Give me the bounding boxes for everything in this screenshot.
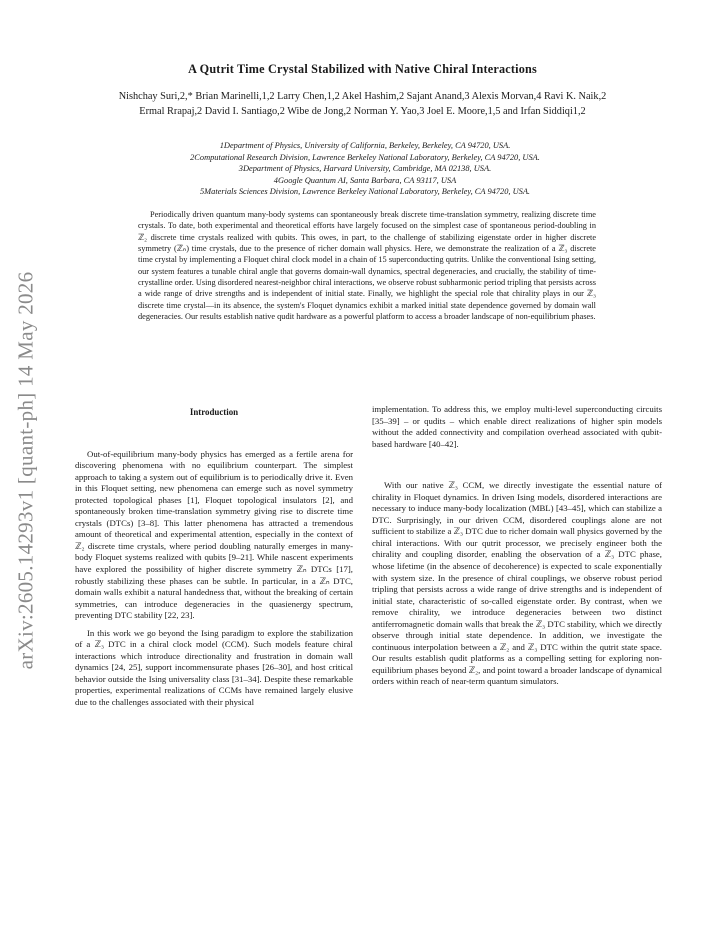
intro-paragraph-2: In this work we go beyond the Ising paradigm to explore the stabilization of a ℤ₃ DTC in a chiral clock model (CCM). Such models feature chiral interactions which introduce directionality and frustration in domain wall dynamics [24, 25], support incommensurate phases [26–30], and host critical behavior outside the Ising universality class [31–34]. Despite these remarkable properties, experimental realizations of CCMs have remained largely elusive due to the challenges associated with their physical xyxy=(75,627,353,708)
abstract xyxy=(138,209,596,322)
paper-title: A Qutrit Time Crystal Stabilized with Native Chiral Interactions xyxy=(188,62,537,76)
section-heading-introduction: Introduction xyxy=(189,407,239,417)
arxiv-identifier-stamp xyxy=(6,270,46,670)
right-column xyxy=(372,404,662,688)
affiliation-3: 3Department of Physics, Harvard University, Cambridge, MA 02138, USA. xyxy=(238,164,492,174)
author-list xyxy=(110,90,615,119)
left-column xyxy=(75,405,353,709)
affiliation-5: 5Materials Sciences Division, Lawrence Berkeley National Laboratory, Berkeley, CA 94720, USA. xyxy=(199,187,531,197)
intro-paragraph-1: Out-of-equilibrium many-body physics has emerged as a fertile arena for discovering phenomena with no equilibrium counterpart. The simplest approach to taking a system out of equilibrium is to periodically drive it. Even in this Floquet setting, new phenomena can emerge such as novel symmetry protected topological phases [1], Floquet topological insulators [2], and spontaneously broken time-translation symmetry giving rise to discrete time crystals (DTCs) [3–8]. This latter phenomena has attracted a tremendous amount of theoretical and experimental attention, especially in the context of ℤ₂ discrete time crystals, where period doubling naturally emerges in many-body Floquet systems realized with qubits [9–21]. While nascent experiments have explored the possibility of higher discrete symmetry ℤₙ DTCs [17], robustly stabilizing these phases can be subtle. In particular, in a ℤₙ DTC, domain walls exhibit a natural handedness that, without the breaking of certain symmetries, can introduce degeneracies in the quasienergy spectrum, preventing DTC stability [22, 23]. xyxy=(75,448,353,621)
intro-paragraph-3: implementation. To address this, we employ multi-level superconducting circuits [35–39] – or qudits – which enable direct realizations of higher spin models without the added connectivity and compilation overhead associated with qubit-based hardware [40–42]. xyxy=(372,404,662,449)
affiliation-4: 4Google Quantum AI, Santa Barbara, CA 93117, USA xyxy=(273,175,457,185)
affiliation-list xyxy=(70,140,660,198)
arxiv-stamp-text: arXiv:2605.14293v1 [quant-ph] 14 May 2026 xyxy=(13,271,38,669)
intro-paragraph-4: With our native ℤ₃ CCM, we directly investigate the essential nature of chirality in Floquet dynamics. In driven Ising models, disordered interactions are necessary to induce many-body localization (MBL) [43–45], which can stabilize a DTC. Surprisingly, in our driven CCM, disordered couplings alone are not sufficient to stabilize a ℤ₃ DTC due to richer domain wall physics governed by the chiral interactions. With our qutrit processor, we precisely engineer both the chirality and coupling disorder, enabling the observation of a ℤ₃ DTC phase, whose lifetime (in the absence of decoherence) is expected to scale exponentially with system size. In the presence of chiral couplings, we observe robust period tripling that persists across a wide range of drive strengths and is independent of initial state, characteristic of so-called eigenstate order. By contrast, when we remove chirality, we introduce degeneracies between two distinct antiferromagnetic domain walls that break the ℤ₃ DTC stability, which we directly observe through initial state dependence. In addition, we investigate the continuous interpolation between a ℤ₂ and ℤ₃ DTC within the qutrit state space. Our results establish qudit platforms as a compelling setting for exploring non-equilibrium phases beyond ℤ₂, and point toward a broader landscape of dynamical orders within reach of near-term quantum simulators. xyxy=(372,480,662,687)
affiliation-2: 2Computational Research Division, Lawrence Berkeley National Laboratory, Berkeley, CA 94720, USA. xyxy=(190,152,540,162)
abstract-text: Periodically driven quantum many-body systems can spontaneously break discrete time-translation symmetry, realizing discrete time crystals. To date, both experimental and theoretical efforts have largely focused on the simplest case of spontaneous period-doubling in ℤ₂ discrete time crystals realized with qubits. This owes, in part, to the challenge of stabilizing eigenstate order in higher discrete symmetry (ℤₙ) time crystals, due to the presence of richer domain wall physics. Here, we demonstrate the realization of a ℤ₃ discrete time crystal by implementing a Floquet chiral clock model in a chain of 15 superconducting qutrits. Unlike the conventional Ising setting, our system features a tunable chiral angle that governs domain-wall dynamics, spectral degeneracies, and crucially, the stability of time-crystalline order. Using disordered nearest-neighbor chiral interactions, we observe robust subharmonic period tripling that persists across a wide range of drive strengths and is independent of initial state. Finally, we highlight the special role that chirality plays in our ℤ₃ discrete time crystal—in its absence, the system's Floquet dynamics exhibit a marked initial state dependence governed by domain wall degeneracies. Our results establish native qudit hardware as a powerful platform to access a broader landscape of non-equilibrium phases. xyxy=(138,210,596,322)
author-list-text: Nishchay Suri,2,* Brian Marinelli,1,2 Larry Chen,1,2 Akel Hashim,2 Sajant Anand,3 Alexis Morvan,4 Ravi K. Naik,2 Ermal Rrapaj,2 David I. Santiago,2 Wibe de Jong,2 Norman Y. Yao,3 Joel E. Moore,1,5 and Irfan Siddiqi1,2 xyxy=(118,91,607,117)
affiliation-1: 1Department of Physics, University of California, Berkeley, Berkeley, CA 94720, USA. xyxy=(219,141,511,150)
